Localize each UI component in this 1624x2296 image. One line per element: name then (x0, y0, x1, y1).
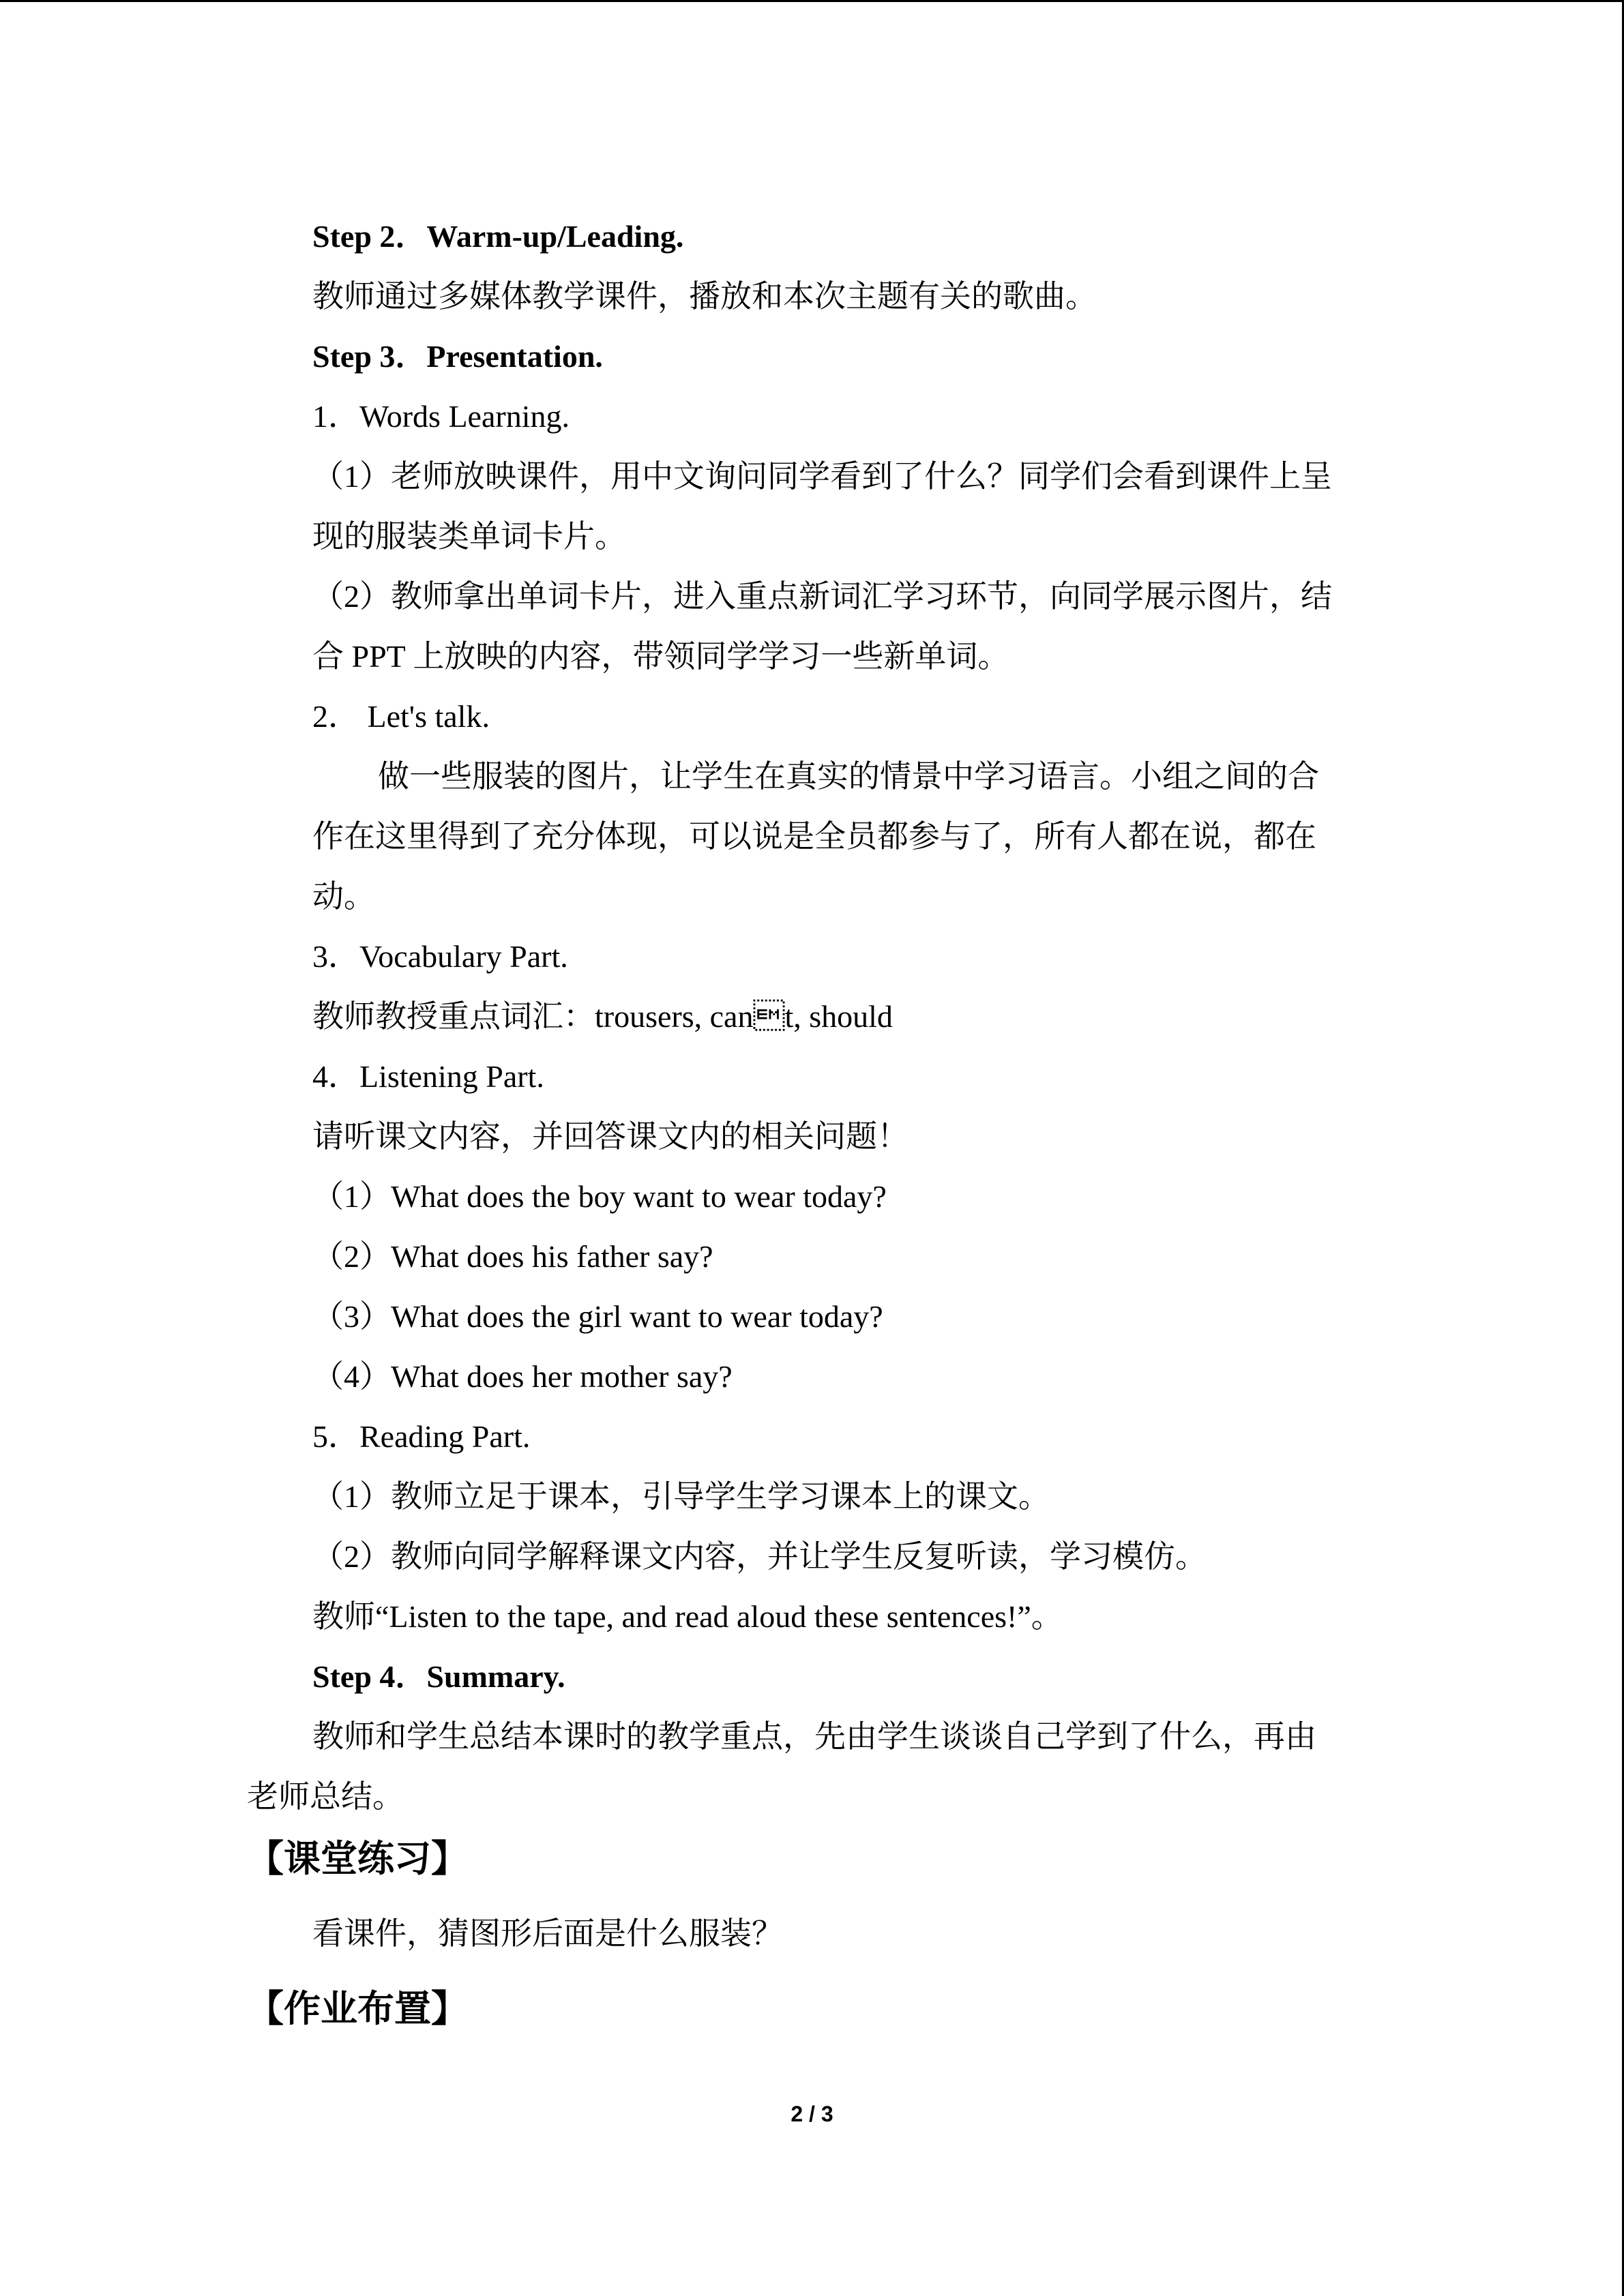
step2-title: Step 2．Warm-up/Leading. (312, 219, 684, 254)
summary-line2: 老师总结。 (247, 1779, 404, 1814)
step3-title: Step 3．Presentation. (312, 339, 603, 374)
step2-text: 教师通过多媒体教学课件，播放和本次主题有关的歌曲。 (312, 279, 1097, 314)
talk-paragraph-line3: 动。 (312, 879, 375, 914)
words-learning-item2-line2: 合 PPT 上放映的内容，带领同学学习一些新单词。 (312, 639, 1009, 674)
reading-item-3: 教师“Listen to the tape, and read aloud these sentences!”。 (312, 1599, 1063, 1634)
talk-paragraph-line2: 作在这里得到了充分体现，可以说是全员都参与了，所有人都在说，都在 (312, 819, 1316, 854)
vocabulary-text: 教师教授重点词汇：trousers, cant, should (312, 999, 893, 1034)
reading-item-2: （2）教师向同学解释课文内容，并让学生反复听读，学习模仿。 (312, 1539, 1207, 1574)
listening-part-heading: 4．Listening Part. (312, 1059, 544, 1094)
page-border-top (0, 0, 1624, 2)
vocabulary-part-heading: 3．Vocabulary Part. (312, 939, 568, 974)
exercise-text: 看课件，猜图形后面是什么服装？ (312, 1916, 783, 1951)
words-learning-item1-line1: （1）老师放映课件，用中文询问同学看到了什么？同学们会看到课件上呈 (312, 459, 1332, 494)
page-number: 2 / 3 (791, 2102, 833, 2126)
lets-talk-heading: 2． Let's talk. (312, 699, 490, 734)
listening-question-3: （3）What does the girl want to wear today? (312, 1299, 883, 1334)
exercise-heading: 【课堂练习】 (247, 1837, 468, 1880)
listening-intro: 请听课文内容，并回答课文内的相关问题！ (312, 1119, 909, 1154)
words-learning-heading: 1．Words Learning. (312, 399, 570, 434)
words-learning-item2-line1: （2）教师拿出单词卡片，进入重点新词汇学习环节，向同学展示图片，结 (312, 579, 1332, 614)
step4-title: Step 4．Summary. (312, 1659, 565, 1694)
listening-question-4: （4）What does her mother say? (312, 1359, 733, 1394)
summary-line1: 教师和学生总结本课时的教学重点，先由学生谈谈自己学到了什么，再由 (312, 1719, 1316, 1754)
reading-item-1: （1）教师立足于课本，引导学生学习课本上的课文。 (312, 1479, 1050, 1514)
homework-heading: 【作业布置】 (247, 1987, 468, 2030)
listening-question-1: （1）What does the boy want to wear today? (312, 1179, 887, 1214)
words-learning-item1-line2: 现的服装类单词卡片。 (312, 519, 626, 554)
talk-paragraph-line1: 做一些服装的图片，让学生在真实的情景中学习语言。小组之间的合 (378, 759, 1319, 794)
reading-part-heading: 5．Reading Part. (312, 1419, 531, 1454)
listening-question-2: （2）What does his father say? (312, 1239, 713, 1274)
